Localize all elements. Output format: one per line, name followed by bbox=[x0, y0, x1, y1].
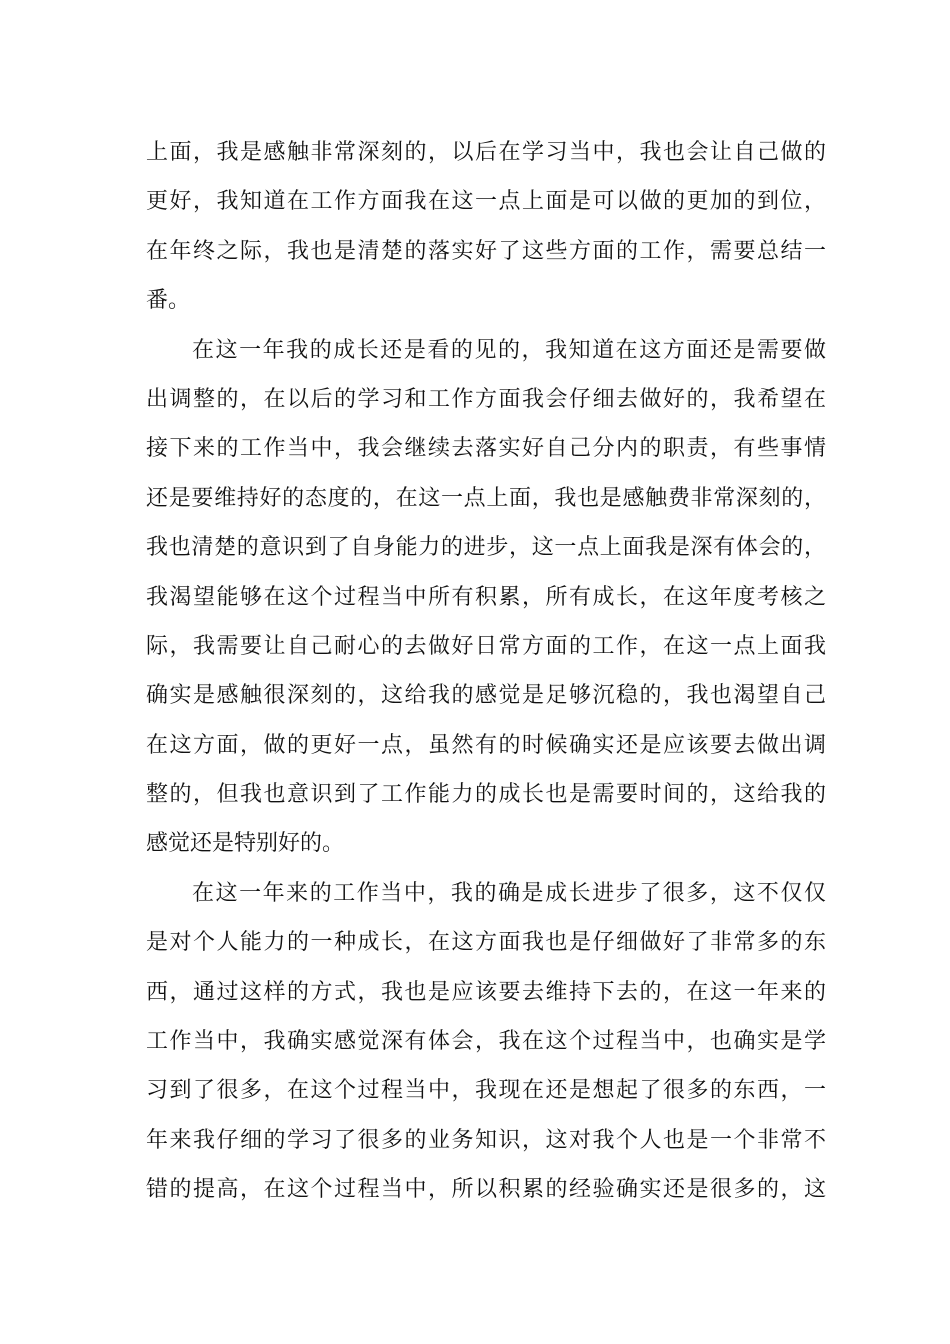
paragraph-2-line-5: 我也清楚的意识到了自身能力的进步，这一点上面我是深有体会的， bbox=[146, 535, 826, 561]
paragraph-2-line-6: 我渴望能够在这个过程当中所有积累，所有成长，在这年度考核之 bbox=[146, 584, 826, 610]
paragraph-2-line-8: 确实是感触很深刻的，这给我的感觉是足够沉稳的，我也渴望自己 bbox=[146, 683, 826, 709]
paragraph-1-line-4: 番。 bbox=[146, 288, 191, 314]
document-body bbox=[146, 128, 826, 1215]
paragraph-1-line-2: 更好，我知道在工作方面我在这一点上面是可以做的更加的到位， bbox=[146, 189, 826, 215]
paragraph-3-line-6: 年来我仔细的学习了很多的业务知识，这对我个人也是一个非常不 bbox=[146, 1127, 826, 1153]
paragraph-2-line-3: 接下来的工作当中，我会继续去落实好自己分内的职责，有些事情 bbox=[146, 436, 826, 462]
paragraph-2-line-4: 还是要维持好的态度的，在这一点上面，我也是感触费非常深刻的， bbox=[146, 485, 826, 511]
paragraph-2-line-7: 际，我需要让自己耐心的去做好日常方面的工作，在这一点上面我 bbox=[146, 633, 826, 659]
paragraph-2-line-10: 整的，但我也意识到了工作能力的成长也是需要时间的，这给我的 bbox=[146, 782, 826, 808]
paragraph-2-line-2: 出调整的，在以后的学习和工作方面我会仔细去做好的，我希望在 bbox=[146, 386, 826, 412]
paragraph-2-line-1: 在这一年我的成长还是看的见的，我知道在这方面还是需要做 bbox=[192, 337, 826, 363]
paragraph-3-line-2: 是对个人能力的一种成长，在这方面我也是仔细做好了非常多的东 bbox=[146, 930, 826, 956]
paragraph-1-line-1: 上面，我是感触非常深刻的，以后在学习当中，我也会让自己做的 bbox=[146, 140, 826, 165]
paragraph-3-line-7: 错的提高，在这个过程当中，所以积累的经验确实还是很多的，这 bbox=[146, 1177, 826, 1203]
paragraph-3-line-3: 西，通过这样的方式，我也是应该要去维持下去的，在这一年来的 bbox=[146, 979, 826, 1005]
paragraph-2-line-11: 感觉还是特别好的。 bbox=[146, 831, 345, 857]
paragraph-3-line-4: 工作当中，我确实感觉深有体会，我在这个过程当中，也确实是学 bbox=[146, 1029, 826, 1055]
paragraph-2-line-9: 在这方面，做的更好一点，虽然有的时候确实还是应该要去做出调 bbox=[146, 732, 826, 758]
paragraph-3-line-1: 在这一年来的工作当中，我的确是成长进步了很多，这不仅仅 bbox=[192, 880, 826, 906]
paragraph-1-line-3: 在年终之际，我也是清楚的落实好了这些方面的工作，需要总结一 bbox=[146, 238, 826, 264]
paragraph-3-line-5: 习到了很多，在这个过程当中，我现在还是想起了很多的东西，一 bbox=[146, 1078, 826, 1104]
